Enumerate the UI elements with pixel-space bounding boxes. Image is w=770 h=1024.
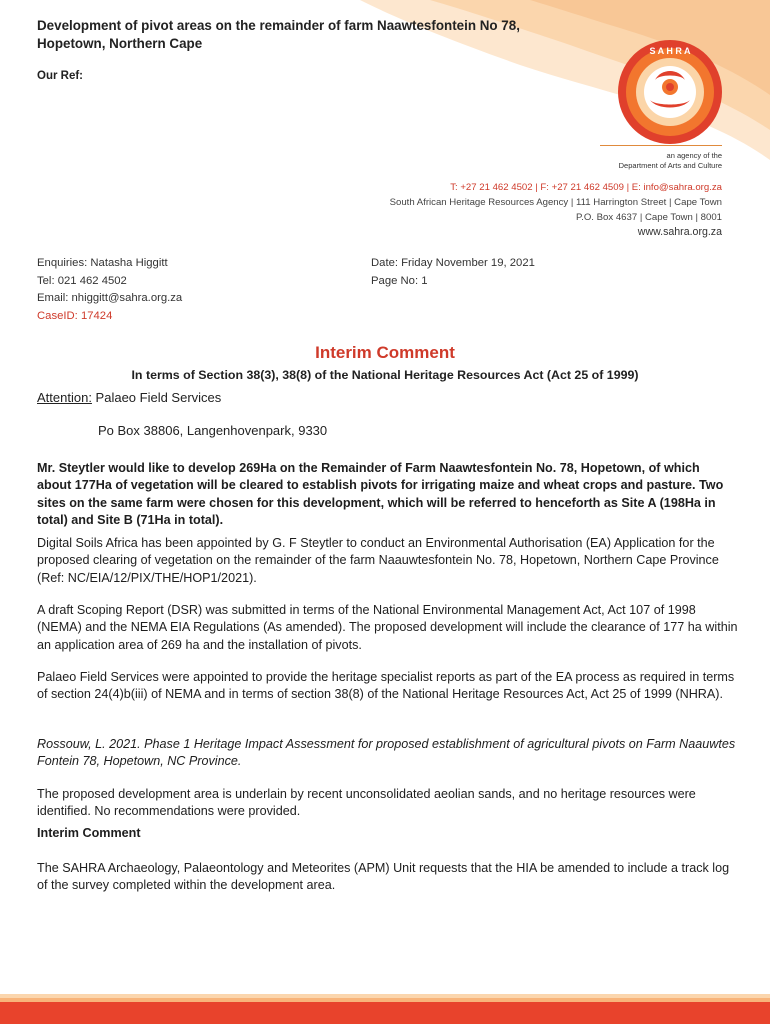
paragraph-4: The proposed development area is underlain by recent unconsolidated aeolian sands, and no heritage resources were identified. No recommendations were provided. xyxy=(37,787,696,819)
our-ref-label: Our Ref: xyxy=(37,70,83,82)
agency-line-2: Department of Arts and Culture xyxy=(618,161,722,170)
paragraph-5: The SAHRA Archaeology, Palaeontology and Meteorites (APM) Unit requests that the HIA be amended to include a track log of the survey completed within the development area. xyxy=(37,861,730,893)
contact-phone-line: T: +27 21 462 4502 | F: +27 21 462 4509 | E: info@sahra.org.za xyxy=(450,182,722,193)
page-number: Page No: 1 xyxy=(371,274,428,287)
interim-comment-label: Interim Comment xyxy=(37,826,141,840)
paragraph-1: Digital Soils Africa has been appointed by G. F Steytler to conduct an Environmental Authorisation (EA) Application for the proposed clearing of vegetation on the remainder of the farm Naauwtesfontein No. 78, Hopetown, Northern Cape Province (Ref: NC/EIA/12/PIX/THE/HOP1/2021). xyxy=(37,536,719,585)
recipient-address: Po Box 38806, Langenhovenpark, 9330 xyxy=(98,423,328,438)
agency-line-1: an agency of the xyxy=(666,151,722,160)
sahra-logo xyxy=(605,40,735,150)
footer-bar-decoration xyxy=(0,994,770,1024)
agency-divider xyxy=(600,145,722,146)
enquiries-block xyxy=(37,255,182,325)
attention-line xyxy=(37,390,221,405)
title-line-1: Development of pivot areas on the remainder of farm Naawtesfontein No 78, xyxy=(37,18,520,33)
paragraph-3: Palaeo Field Services were appointed to provide the heritage specialist reports as part of the EA process as required in terms of section 24(4)b(iii) of NEMA and in terms of section 38(8) of the National Heritage Resources Act, Act 25 of 1999 (NHRA). xyxy=(37,670,735,702)
letter-title xyxy=(37,17,597,53)
comment-heading: Interim Comment xyxy=(315,343,455,362)
contact-website: www.sahra.org.za xyxy=(637,226,722,239)
contact-address-line: South African Heritage Resources Agency | 111 Harrington Street | Cape Town xyxy=(389,196,722,208)
case-id: CaseID: 17424 xyxy=(37,309,113,322)
comment-subheading: In terms of Section 38(3), 38(8) of the National Heritage Resources Act (Act 25 of 1999) xyxy=(131,368,639,382)
letter-date: Date: Friday November 19, 2021 xyxy=(371,257,535,269)
title-line-2: Hopetown, Northern Cape xyxy=(37,36,203,51)
contact-block xyxy=(330,181,722,240)
attention-value: Palaeo Field Services xyxy=(91,390,222,405)
agency-block xyxy=(560,151,722,171)
summary-paragraph: Mr. Steytler would like to develop 269Ha on the Remainder of Farm Naawtesfontein No. 78, Hopetown, of which about 177Ha of vegetation will be cleared to establish pivots for irrigating maize and wheat crops and pasture. Two sites on the same farm were chosen for this development, which will be referred to henceforth as Site A (198Ha in total) and Site B (71Ha in total). xyxy=(37,461,724,527)
enquiries-name: Enquiries: Natasha Higgitt xyxy=(37,257,168,269)
paragraph-2: A draft Scoping Report (DSR) was submitted in terms of the National Environmental Management Act, Act 107 of 1998 (NEMA) and the NEMA EIA Regulations (As amended). The proposed development will include the clearance of 177 ha within an application area of 269 ha and the installation of pivots. xyxy=(37,603,738,652)
attention-label: Attention: xyxy=(37,390,92,405)
contact-po-line: P.O. Box 4637 | Cape Town | 8001 xyxy=(576,211,722,223)
enquiries-tel: Tel: 021 462 4502 xyxy=(37,274,127,287)
logo-ring-text: S A H R A xyxy=(649,46,691,56)
reference-citation: Rossouw, L. 2021. Phase 1 Heritage Impact Assessment for proposed establishment of agricultural pivots on Farm Naauwtes Fontein 78, Hopetown, NC Province. xyxy=(37,737,736,769)
meta-block xyxy=(371,255,535,290)
enquiries-email: Email: nhiggitt@sahra.org.za xyxy=(37,292,183,304)
